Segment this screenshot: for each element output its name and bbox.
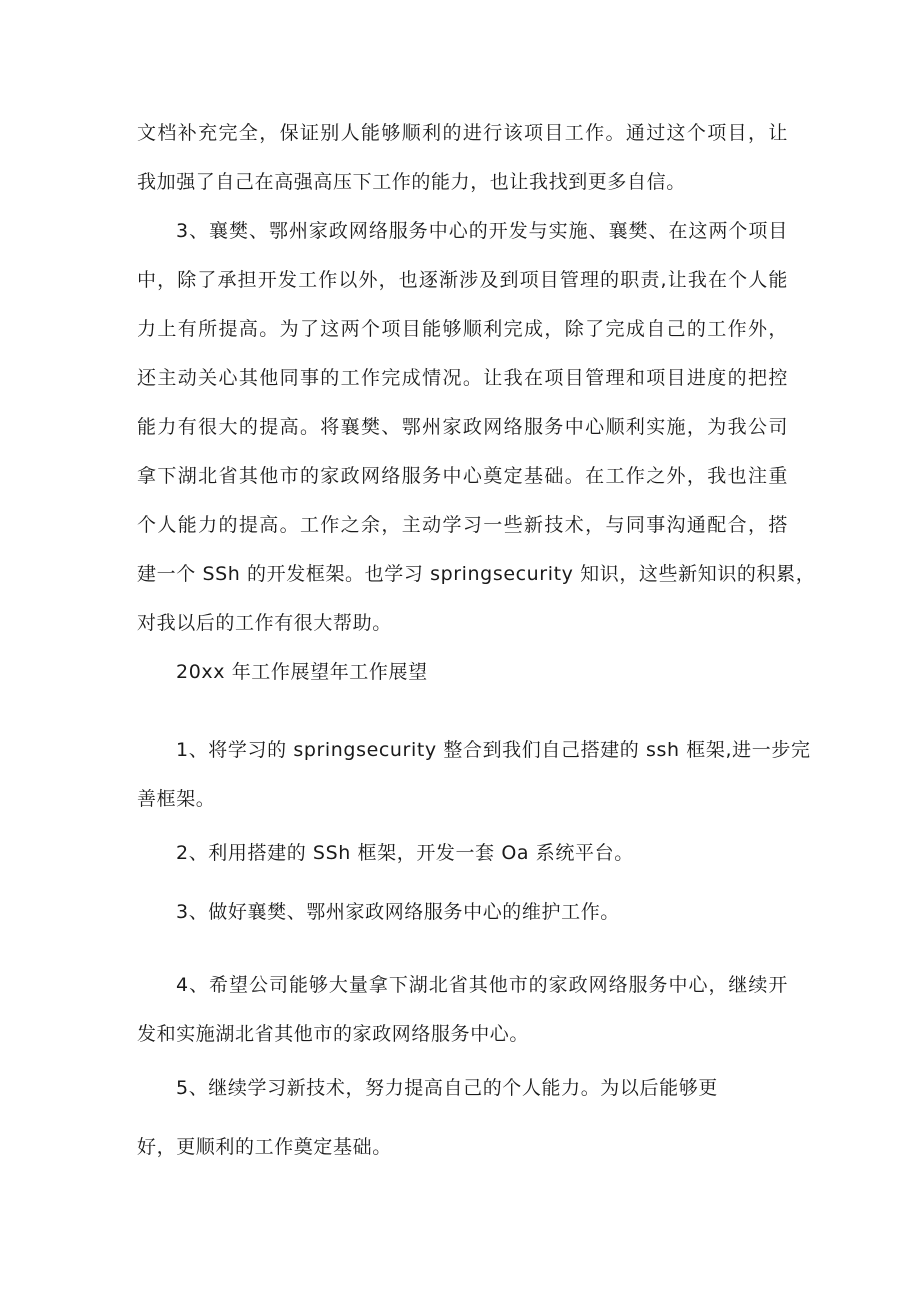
paragraph-line: 中，除了承担开发工作以外，也逐渐涉及到项目管理的职责,让我在个人能 [137, 269, 788, 291]
paragraph-line: 拿下湖北省其他市的家政网络服务中心奠定基础。在工作之外，我也注重 [137, 465, 788, 487]
list-item-line: 4、希望公司能够大量拿下湖北省其他市的家政网络服务中心，继续开 [176, 974, 788, 996]
list-item-line: 善框架。 [137, 788, 216, 810]
list-item-line: 好，更顺利的工作奠定基础。 [137, 1136, 392, 1158]
list-item-line: 2、利用搭建的 SSh 框架，开发一套 Oa 系统平台。 [176, 842, 634, 864]
section-heading: 20xx 年工作展望年工作展望 [176, 661, 428, 683]
paragraph-line: 还主动关心其他同事的工作完成情况。让我在项目管理和项目进度的把控 [137, 367, 788, 389]
paragraph-line: 建一个 SSh 的开发框架。也学习 springsecurity 知识，这些新知识的积累， [137, 563, 816, 585]
paragraph-line: 文档补充完全，保证别人能够顺利的进行该项目工作。通过这个项目，让 [137, 122, 788, 144]
paragraph-line: 个人能力的提高。工作之余，主动学习一些新技术，与同事沟通配合，搭 [137, 514, 788, 536]
list-item-line: 5、继续学习新技术，努力提高自己的个人能力。为以后能够更 [176, 1077, 718, 1099]
paragraph-line: 对我以后的工作有很大帮助。 [137, 612, 392, 634]
list-item-line: 3、做好襄樊、鄂州家政网络服务中心的维护工作。 [176, 901, 620, 923]
paragraph-line: 力上有所提高。为了这两个项目能够顺利完成，除了完成自己的工作外， [137, 318, 788, 340]
paragraph-line: 我加强了自己在高强高压下工作的能力，也让我找到更多自信。 [137, 171, 686, 193]
list-item-line: 发和实施湖北省其他市的家政网络服务中心。 [137, 1023, 530, 1045]
list-item-line: 1、将学习的 springsecurity 整合到我们自己搭建的 ssh 框架,进一步完 [176, 739, 811, 761]
paragraph-line: 3、襄樊、鄂州家政网络服务中心的开发与实施、襄樊、在这两个项目 [176, 220, 788, 242]
paragraph-line: 能力有很大的提高。将襄樊、鄂州家政网络服务中心顺利实施，为我公司 [137, 416, 788, 438]
